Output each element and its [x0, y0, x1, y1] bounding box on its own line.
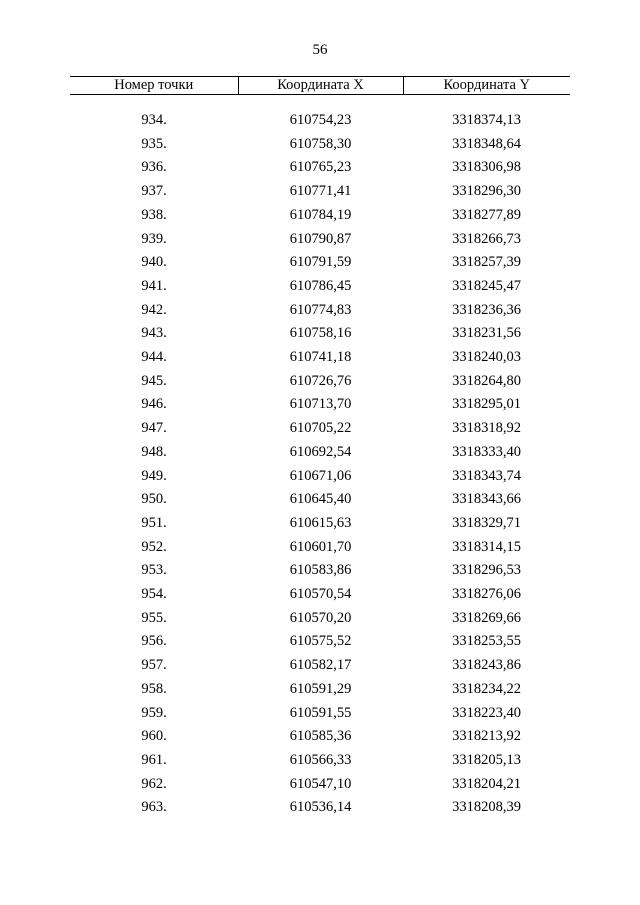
coordinate-y-cell: 3318374,13	[452, 112, 521, 128]
point-number-cell: 955.	[141, 609, 167, 626]
coordinate-x-cell: 610741,18	[289, 349, 352, 366]
table-row	[70, 109, 570, 133]
table-row	[70, 630, 570, 654]
coordinate-y-cell: 3318295,01	[452, 396, 521, 413]
table-row	[70, 773, 570, 797]
coordinate-y-cell: 3318318,92	[452, 420, 521, 437]
point-number-cell: 946.	[141, 396, 167, 413]
coordinate-y-cell: 3318269,66	[452, 609, 521, 626]
point-number-cell: 947.	[141, 420, 167, 437]
point-number-cell: 945.	[141, 372, 167, 389]
coordinate-x-cell: 610583,86	[289, 562, 352, 579]
coordinate-x-cell: 610585,36	[289, 728, 352, 745]
point-number-cell: 963.	[141, 799, 167, 816]
coordinate-x-cell: 610536,14	[289, 799, 352, 816]
coordinate-x-cell: 610566,33	[289, 751, 352, 768]
table-row	[70, 796, 570, 820]
header-coordinate-x: Координата X	[238, 77, 403, 95]
coordinate-x-cell: 610601,70	[289, 538, 352, 555]
coordinate-y-cell: 3318343,66	[452, 491, 521, 508]
coordinate-y-cell: 3318213,92	[452, 728, 521, 745]
coordinate-y-cell: 3318348,64	[452, 135, 521, 152]
coordinate-x-cell: 610790,87	[289, 230, 352, 247]
coordinate-x-cell: 610758,16	[289, 325, 352, 342]
table-row	[70, 156, 570, 180]
point-number-cell: 949.	[141, 467, 167, 484]
coordinate-y-cell: 3318257,39	[452, 254, 521, 271]
coordinate-x-cell: 610547,10	[289, 775, 352, 792]
coordinate-y-cell: 3318240,03	[452, 349, 521, 366]
coordinate-y-cell: 3318204,21	[452, 775, 521, 792]
coordinate-y-cell: 3318234,22	[452, 680, 521, 697]
point-number-cell: 941.	[141, 277, 167, 294]
table-row	[70, 583, 570, 607]
coordinate-y-cell: 3318277,89	[452, 206, 521, 223]
coordinate-y-cell: 3318245,47	[452, 277, 521, 294]
table-row	[70, 275, 570, 299]
table-row	[70, 725, 570, 749]
table-row	[70, 488, 570, 512]
table-row	[70, 749, 570, 773]
table-row	[70, 678, 570, 702]
table-row	[70, 180, 570, 204]
coordinate-x-cell: 610705,22	[289, 420, 352, 437]
coordinate-x-cell: 610570,54	[289, 586, 352, 603]
point-number-cell: 943.	[141, 325, 167, 342]
coordinate-x-cell: 610771,41	[289, 183, 352, 200]
coordinate-x-cell: 610575,52	[289, 633, 352, 650]
coordinate-y-cell: 3318343,74	[452, 467, 521, 484]
table-row	[70, 607, 570, 631]
point-number-cell: 960.	[141, 728, 167, 745]
header-point-number: Номер точки	[70, 77, 238, 95]
point-number-cell: 956.	[141, 633, 167, 650]
coordinate-x-cell: 610754,23	[289, 112, 352, 128]
coordinate-x-cell: 610645,40	[289, 491, 352, 508]
table-row	[70, 322, 570, 346]
coordinate-x-cell: 610582,17	[289, 657, 352, 674]
coordinate-y-cell: 3318314,15	[452, 538, 521, 555]
point-number-cell: 959.	[141, 704, 167, 721]
coordinate-x-cell: 610692,54	[289, 443, 352, 460]
coordinate-x-cell: 610671,06	[289, 467, 352, 484]
coordinate-y-cell: 3318266,73	[452, 230, 521, 247]
coordinate-y-cell: 3318296,30	[452, 183, 521, 200]
table-spacer	[70, 95, 570, 110]
point-number-cell: 948.	[141, 443, 167, 460]
coordinate-y-cell: 3318231,56	[452, 325, 521, 342]
coordinate-x-cell: 610791,59	[289, 254, 352, 271]
coordinate-y-cell: 3318306,98	[452, 159, 521, 176]
table-row	[70, 702, 570, 726]
coordinate-y-cell: 3318333,40	[452, 443, 521, 460]
coordinate-x-cell: 610713,70	[289, 396, 352, 413]
point-number-cell: 934.	[141, 112, 167, 128]
table-row	[70, 393, 570, 417]
coordinate-x-cell: 610774,83	[289, 301, 352, 318]
coordinate-x-cell: 610786,45	[289, 277, 352, 294]
point-number-cell: 942.	[141, 301, 167, 318]
point-number-cell: 962.	[141, 775, 167, 792]
coordinate-x-cell: 610615,63	[289, 514, 352, 531]
header-row	[70, 77, 570, 95]
point-number-cell: 939.	[141, 230, 167, 247]
table-row	[70, 441, 570, 465]
coordinate-x-cell: 610591,55	[289, 704, 352, 721]
table-row	[70, 465, 570, 489]
point-number-cell: 954.	[141, 586, 167, 603]
point-number-cell: 935.	[141, 135, 167, 152]
point-number-cell: 940.	[141, 254, 167, 271]
coordinates-table	[70, 76, 570, 820]
point-number-cell: 944.	[141, 349, 167, 366]
coordinate-y-cell: 3318223,40	[452, 704, 521, 721]
coordinate-y-cell: 3318243,86	[452, 657, 521, 674]
table-row	[70, 536, 570, 560]
table-row	[70, 204, 570, 228]
coordinate-x-cell: 610758,30	[289, 135, 352, 152]
table-row	[70, 559, 570, 583]
table-row	[70, 654, 570, 678]
coordinate-y-cell: 3318296,53	[452, 562, 521, 579]
coordinate-x-cell: 610570,20	[289, 609, 352, 626]
point-number-cell: 936.	[141, 159, 167, 176]
point-number-cell: 957.	[141, 657, 167, 674]
table-row	[70, 512, 570, 536]
table-row	[70, 370, 570, 394]
table-body	[70, 95, 570, 821]
point-number-cell: 952.	[141, 538, 167, 555]
point-number-cell: 961.	[141, 751, 167, 768]
point-number-cell: 950.	[141, 491, 167, 508]
coordinate-x-cell: 610765,23	[289, 159, 352, 176]
table-row	[70, 133, 570, 157]
coordinate-y-cell: 3318236,36	[452, 301, 521, 318]
coordinate-y-cell: 3318208,39	[452, 799, 521, 816]
table-row	[70, 417, 570, 441]
coordinate-x-cell: 610784,19	[289, 206, 352, 223]
point-number-cell: 938.	[141, 206, 167, 223]
table-row	[70, 228, 570, 252]
table-header	[70, 77, 570, 95]
coordinate-y-cell: 3318264,80	[452, 372, 521, 389]
coordinate-y-cell: 3318205,13	[452, 751, 521, 768]
coordinate-y-cell: 3318329,71	[452, 514, 521, 531]
coordinate-y-cell: 3318276,06	[452, 586, 521, 603]
table-row	[70, 346, 570, 370]
coordinate-y-cell: 3318253,55	[452, 633, 521, 650]
point-number-cell: 951.	[141, 514, 167, 531]
table-row	[70, 251, 570, 275]
point-number-cell: 953.	[141, 562, 167, 579]
header-coordinate-y: Координата Y	[403, 77, 570, 95]
point-number-cell: 937.	[141, 183, 167, 200]
coordinate-x-cell: 610726,76	[289, 372, 352, 389]
page-number: 56	[312, 42, 328, 58]
table-row	[70, 299, 570, 323]
coordinate-x-cell: 610591,29	[289, 680, 352, 697]
point-number-cell: 958.	[141, 680, 167, 697]
